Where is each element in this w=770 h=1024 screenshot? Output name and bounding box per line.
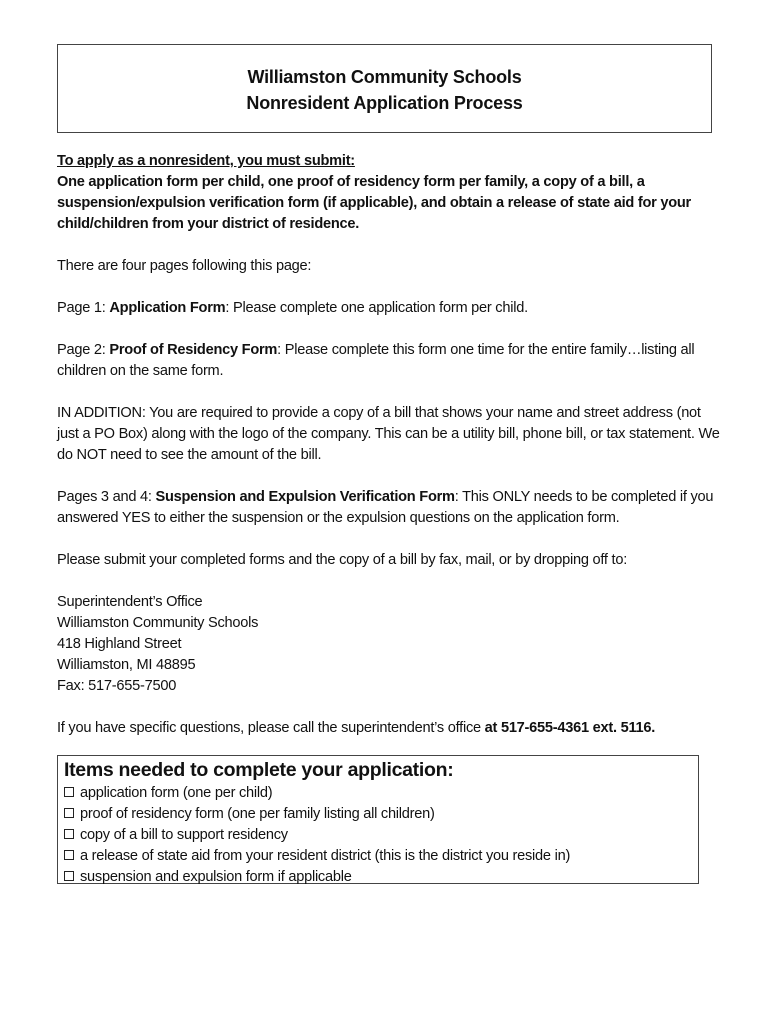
page34-form-name: Suspension and Expulsion Verification Form bbox=[155, 489, 455, 505]
checkbox-icon bbox=[64, 787, 74, 797]
addition-paragraph: IN ADDITION: You are required to provide a copy of a bill that shows your name and street address (not just a PO Box) along with the logo of the company. This can be a utility bill, phone bill, or tax statement. We do NOT need to see the amount of the bill. bbox=[57, 405, 720, 463]
page34-text: : This ONLY needs to be completed if you answered YES to either the suspension or the expulsion questions on the application form. bbox=[57, 489, 714, 526]
address-office: Superintendent’s Office bbox=[57, 594, 203, 610]
address-school: Williamston Community Schools bbox=[57, 615, 259, 631]
checkbox-icon bbox=[64, 829, 74, 839]
page2-paragraph bbox=[57, 340, 722, 382]
instructions bbox=[57, 151, 722, 739]
page34-paragraph bbox=[57, 487, 722, 529]
school-title: Williamston Community Schools bbox=[247, 67, 522, 87]
checklist-item bbox=[64, 783, 698, 804]
intro-heading-text: To apply as a nonresident, you must submit: bbox=[57, 153, 355, 169]
contact-text: If you have specific questions, please call the superintendent’s office bbox=[57, 720, 485, 736]
submit-note: Please submit your completed forms and the copy of a bill by fax, mail, or by dropping off to: bbox=[57, 552, 628, 568]
page1-prefix: Page 1: bbox=[57, 300, 110, 316]
address-fax: Fax: 517-655-7500 bbox=[57, 678, 177, 694]
process-title: Nonresident Application Process bbox=[246, 93, 523, 113]
checkbox-icon bbox=[64, 850, 74, 860]
address-street: 418 Highland Street bbox=[57, 636, 182, 652]
page2-prefix: Page 2: bbox=[57, 342, 110, 358]
checklist-item-label: proof of residency form (one per family listing all children) bbox=[80, 806, 435, 822]
checklist-item-label: suspension and expulsion form if applicable bbox=[80, 869, 352, 885]
checklist-item-label: application form (one per child) bbox=[80, 785, 273, 801]
checklist-item bbox=[64, 825, 698, 846]
contact-paragraph bbox=[57, 718, 722, 739]
page2-text: : Please complete this form one time for the entire family…listing all children on the same form. bbox=[57, 342, 695, 379]
title-box bbox=[57, 44, 712, 133]
intro-heading bbox=[57, 151, 722, 172]
checklist-item bbox=[64, 804, 698, 825]
address-city: Williamston, MI 48895 bbox=[57, 657, 196, 673]
contact-phone: at 517-655-4361 ext. 5116. bbox=[484, 720, 656, 736]
page34-prefix: Pages 3 and 4: bbox=[57, 489, 156, 505]
checkbox-icon bbox=[64, 808, 74, 818]
checklist-item bbox=[64, 867, 698, 888]
checkbox-icon bbox=[64, 871, 74, 881]
pages-note: There are four pages following this page: bbox=[57, 258, 312, 274]
page1-form-name: Application Form bbox=[109, 300, 226, 316]
page1-text: : Please complete one application form per child. bbox=[225, 300, 528, 316]
items-checklist-box bbox=[57, 755, 699, 884]
page1-paragraph bbox=[57, 298, 722, 319]
checklist-item bbox=[64, 846, 698, 867]
intro-requirements: One application form per child, one proof of residency form per family, a copy of a bill, a suspension/expulsion verification form (if applicable), and obtain a release of state aid for your child/children from your district of residence. bbox=[57, 174, 691, 232]
mailing-address bbox=[57, 592, 722, 697]
page2-form-name: Proof of Residency Form bbox=[109, 342, 278, 358]
items-heading: Items needed to complete your application: bbox=[64, 759, 454, 781]
checklist-item-label: copy of a bill to support residency bbox=[80, 827, 288, 843]
checklist-item-label: a release of state aid from your resident district (this is the district you reside in) bbox=[80, 848, 571, 864]
